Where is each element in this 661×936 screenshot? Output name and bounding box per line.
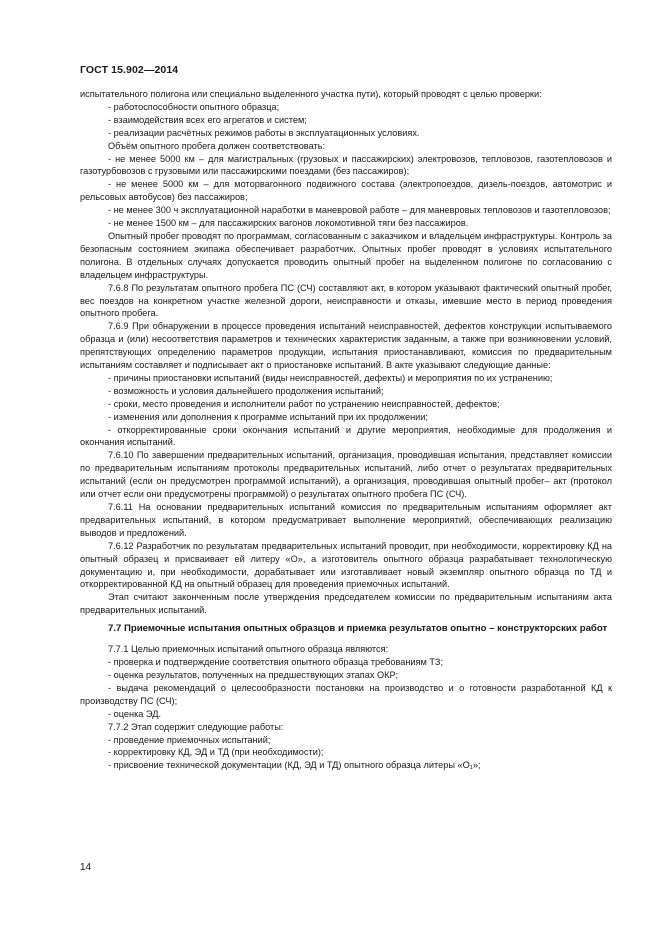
paragraph: 7.6.8 По результатам опытного пробега ПС (СЧ) составляют акт, в котором указывают фактический опытный пробег, вес поездов на конкретном участке железной дороги, неисправности и отказы, имевшие место в период проведения опытного пробега. [80, 282, 612, 319]
document-body [80, 88, 612, 772]
paragraph: - корректировку КД, ЭД и ТД (при необходимости); [108, 747, 324, 758]
paragraph: - не менее 5000 км – для магистральных (грузовых и пассажирских) электровозов, тепловозов, газотепловозов и газотурбовозов с грузовыми или пассажирскими поездами (без пассажиров); [80, 153, 612, 177]
paragraph: - причины приостановки испытаний (виды неисправностей, дефекты) и мероприятия по их устранению; [108, 372, 553, 383]
paragraph: - присвоение технической документации (КД, ЭД и ТД) опытного образца литеры «О₁»; [108, 760, 481, 771]
paragraph: - проверка и подтверждение соответствия опытного образца требованиям ТЗ; [108, 657, 444, 668]
paragraph: - откорректированные сроки окончания испытаний и другие мероприятия, необходимые для продолжения и окончания испытаний. [80, 424, 612, 448]
paragraph: испытательного полигона или специально выделенного участка пути), который проводят с целью проверки: [80, 89, 542, 99]
paragraph: - работоспособности опытного образца; [108, 101, 280, 112]
paragraph: Этап считают законченным после утверждения председателем комиссии по предварительным испытаниям акта предварительных испытаний. [80, 592, 612, 616]
paragraph: - сроки, место проведения и исполнители работ по устранению неисправностей, дефектов; [108, 398, 500, 409]
paragraph: - проведение приемочных испытаний; [108, 734, 271, 745]
paragraph: - не менее 5000 км – для моторвагонного подвижного состава (электропоездов, дизель-поездов, автомотрис и рельсовых автобусов) без пассажиров; [80, 179, 612, 203]
paragraph: 7.7.1 Целью приемочных испытаний опытного образца являются: [108, 644, 389, 655]
paragraph: - возможность и условия дальнейшего продолжения испытаний; [108, 385, 384, 396]
paragraph: 7.6.12 Разработчик по результатам предварительных испытаний проводит, при необходимости, корректировку КД на опытный образец и присваивает ей литеру «О», а изготовитель опытного образца разрабатывает технологическую документацию и, при необходимости, дорабатывает или изготавливает новый экземпляр опытного образца по ТД и откорректированной КД на опытный образец для проведения приемочных испытаний. [80, 540, 612, 590]
page-header: ГОСТ 15.902—2014 [80, 64, 179, 76]
paragraph: - изменения или дополнения к программе испытаний при их продолжении; [108, 411, 428, 422]
paragraph: Опытный пробег проводят по программам, согласованным с заказчиком и владельцем инфраструктуры. Контроль за безопасным состоянием экипажа обеспечивает разработчик. Опытных пробег проводят в условиях испытательного полигона. В отдельных случаях допускается проводить опытный пробег на выделенном полигоне по согласованию с владельцем инфраструктуры. [80, 230, 612, 280]
section-heading: 7.7 Приемочные испытания опытных образцов и приемка результатов опытно – конструкторских работ [108, 623, 608, 635]
paragraph: Объём опытного пробега должен соответствовать: [108, 140, 326, 151]
paragraph: - взаимодействия всех его агрегатов и систем; [108, 114, 307, 125]
paragraph: - не менее 300 ч эксплуатационной наработки в маневровой работе – для маневровых тепловозов и газотепловозов; [108, 205, 611, 216]
paragraph: - не менее 1500 км – для пассажирских вагонов локомотивной тяги без пассажиров. [108, 218, 469, 229]
paragraph: - выдача рекомендаций о целесообразности постановки на производство и о готовности разработанной КД к производству ПС (СЧ); [80, 682, 612, 706]
paragraph: 7.6.11 На основании предварительных испытаний комиссия по предварительным испытаниям оформляет акт предварительных испытаний, в котором предусматривает выполнение мероприятий, обеспечивающих реализацию выводов и предложений. [80, 502, 612, 538]
paragraph: - оценка ЭД. [108, 708, 162, 719]
paragraph: - оценка результатов, полученных на предшествующих этапах ОКР; [108, 669, 399, 680]
paragraph: - реализации расчётных режимов работы в эксплуатационных условиях. [108, 127, 420, 138]
paragraph: 7.6.9 При обнаружении в процессе проведения испытаний неисправностей, дефектов конструкции испытываемого образца и (или) несоответствия параметров и технических характеристик заданным, а также при возникновении условий, препятствующих определению параметров продукции, испытания приостанавливают, комиссия по предварительным испытаниям составляет и подписывает акт о приостановке испытаний. В акте указывают следующие данные: [80, 321, 612, 371]
paragraph: 7.6.10 По завершении предварительных испытаний, организация, проводившая испытания, представляет комиссии по предварительным испытаниям протоколы предварительных испытаний, либо отчет о результатах предварительных испытаний (если он предусмотрен программой испытаний), а организация, проводившая опытный пробег– акт (протокол или отчет если они предусмотрены программой) о результатах опытного пробега ПС (СЧ). [80, 450, 612, 500]
paragraph: 7.7.2 Этап содержит следующие работы: [108, 721, 284, 732]
page-number: 14 [80, 862, 92, 873]
